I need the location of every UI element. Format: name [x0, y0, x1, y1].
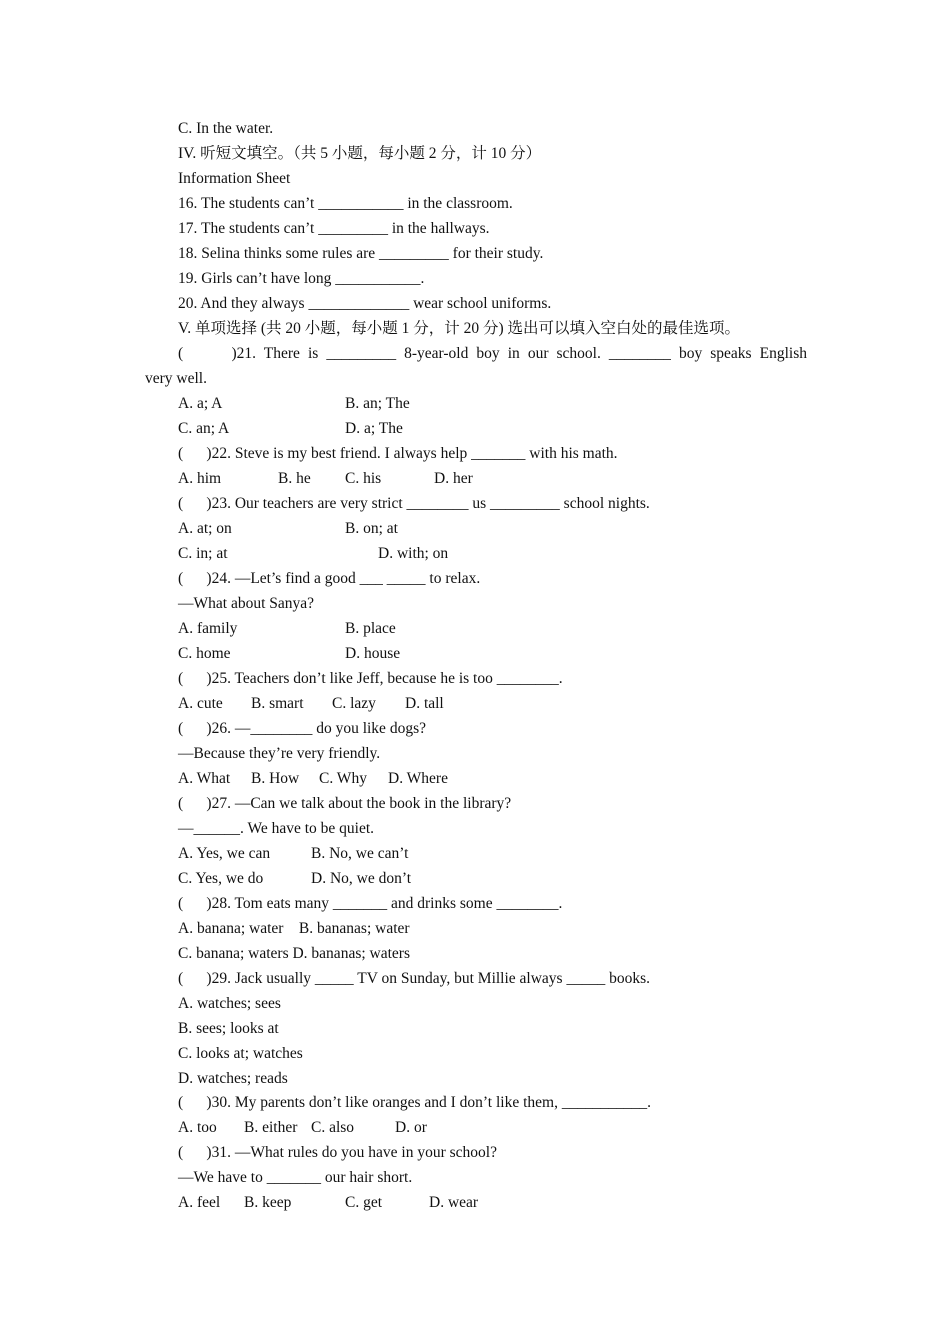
option-b: B. on; at [345, 520, 398, 537]
section-v-heading: V. 单项选择 (共 20 小题，每小题 1 分，计 20 分) 选出可以填入空白处的最佳选项。 [178, 320, 741, 337]
question-21-stem-cont: very well. [145, 370, 207, 387]
option-d: D. house [345, 645, 401, 662]
question-28-options-cd: C. banana; waters D. bananas; waters [178, 945, 410, 962]
option-d: D. with; on [378, 545, 449, 562]
option-line: C. In the water. [178, 120, 274, 137]
fill-item-19: 19. Girls can’t have long ___________. [178, 270, 425, 287]
option-c: C. Yes, we do [178, 870, 264, 887]
option-c: C. lazy [332, 695, 376, 712]
question-21-stem: ( )21. There is _________ 8-year-old boy in our school. ________ boy speaks English [178, 345, 807, 362]
option-c: C. home [178, 645, 231, 662]
option-a: A. family [178, 620, 238, 637]
fill-item-20: 20. And they always _____________ wear school uniforms. [178, 295, 552, 312]
question-23-stem: ( )23. Our teachers are very strict ________ us _________ school nights. [178, 495, 650, 512]
question-22-stem: ( )22. Steve is my best friend. I always help _______ with his math. [178, 445, 618, 462]
option-d: D. watches; reads [178, 1070, 288, 1087]
option-b: B. place [345, 620, 396, 637]
option-a: A. too [178, 1119, 217, 1136]
option-a: A. him [178, 470, 222, 487]
section-iv-subtitle: Information Sheet [178, 170, 291, 187]
option-b: B. either [244, 1119, 298, 1136]
option-d: D. or [395, 1119, 427, 1136]
option-b: B. No, we can’t [311, 845, 409, 862]
option-c: C. looks at; watches [178, 1045, 303, 1062]
question-24-reply: —What about Sanya? [178, 595, 315, 612]
option-a: A. a; A [178, 395, 223, 412]
question-27-stem: ( )27. —Can we talk about the book in the library? [178, 795, 512, 812]
question-28-options-ab: A. banana; water B. bananas; water [178, 920, 410, 937]
option-b: B. he [278, 470, 311, 487]
fill-item-16: 16. The students can’t ___________ in the classroom. [178, 195, 513, 212]
option-b: B. keep [244, 1194, 292, 1211]
option-b: B. How [251, 770, 300, 787]
question-25-stem: ( )25. Teachers don’t like Jeff, because he is too ________. [178, 670, 563, 687]
option-c: C. Why [319, 770, 367, 787]
option-a: A. Yes, we can [178, 845, 271, 862]
question-28-stem: ( )28. Tom eats many _______ and drinks some ________. [178, 895, 563, 912]
option-a: A. watches; sees [178, 995, 281, 1012]
fill-item-18: 18. Selina thinks some rules are _________ for their study. [178, 245, 544, 262]
option-d: D. wear [429, 1194, 479, 1211]
question-31-reply: —We have to _______ our hair short. [178, 1169, 413, 1186]
option-c: C. an; A [178, 420, 230, 437]
option-d: D. No, we don’t [311, 870, 412, 887]
question-26-reply: —Because they’re very friendly. [178, 745, 381, 762]
question-29-stem: ( )29. Jack usually _____ TV on Sunday, but Millie always _____ books. [178, 970, 651, 987]
option-c: C. his [345, 470, 382, 487]
option-a: A. feel [178, 1194, 221, 1211]
question-24-stem: ( )24. —Let’s find a good ___ _____ to relax. [178, 570, 481, 587]
question-26-stem: ( )26. —________ do you like dogs? [178, 720, 426, 737]
option-d: D. a; The [345, 420, 403, 437]
option-d: D. her [434, 470, 473, 487]
option-d: D. tall [405, 695, 444, 712]
option-c: C. get [345, 1194, 383, 1211]
question-31-stem: ( )31. —What rules do you have in your school? [178, 1144, 497, 1161]
question-30-stem: ( )30. My parents don’t like oranges and I don’t like them, ___________. [178, 1094, 651, 1111]
option-a: A. What [178, 770, 231, 787]
option-b: B. an; The [345, 395, 410, 412]
option-c: C. in; at [178, 545, 228, 562]
option-a: A. at; on [178, 520, 232, 537]
option-a: A. cute [178, 695, 223, 712]
question-27-reply: —______. We have to be quiet. [178, 820, 375, 837]
option-c: C. also [311, 1119, 355, 1136]
option-d: D. Where [388, 770, 448, 787]
option-b: B. sees; looks at [178, 1020, 279, 1037]
fill-item-17: 17. The students can’t _________ in the hallways. [178, 220, 490, 237]
section-iv-heading: IV. 听短文填空。（共 5 小题，每小题 2 分，计 10 分） [178, 145, 542, 162]
option-b: B. smart [251, 695, 304, 712]
